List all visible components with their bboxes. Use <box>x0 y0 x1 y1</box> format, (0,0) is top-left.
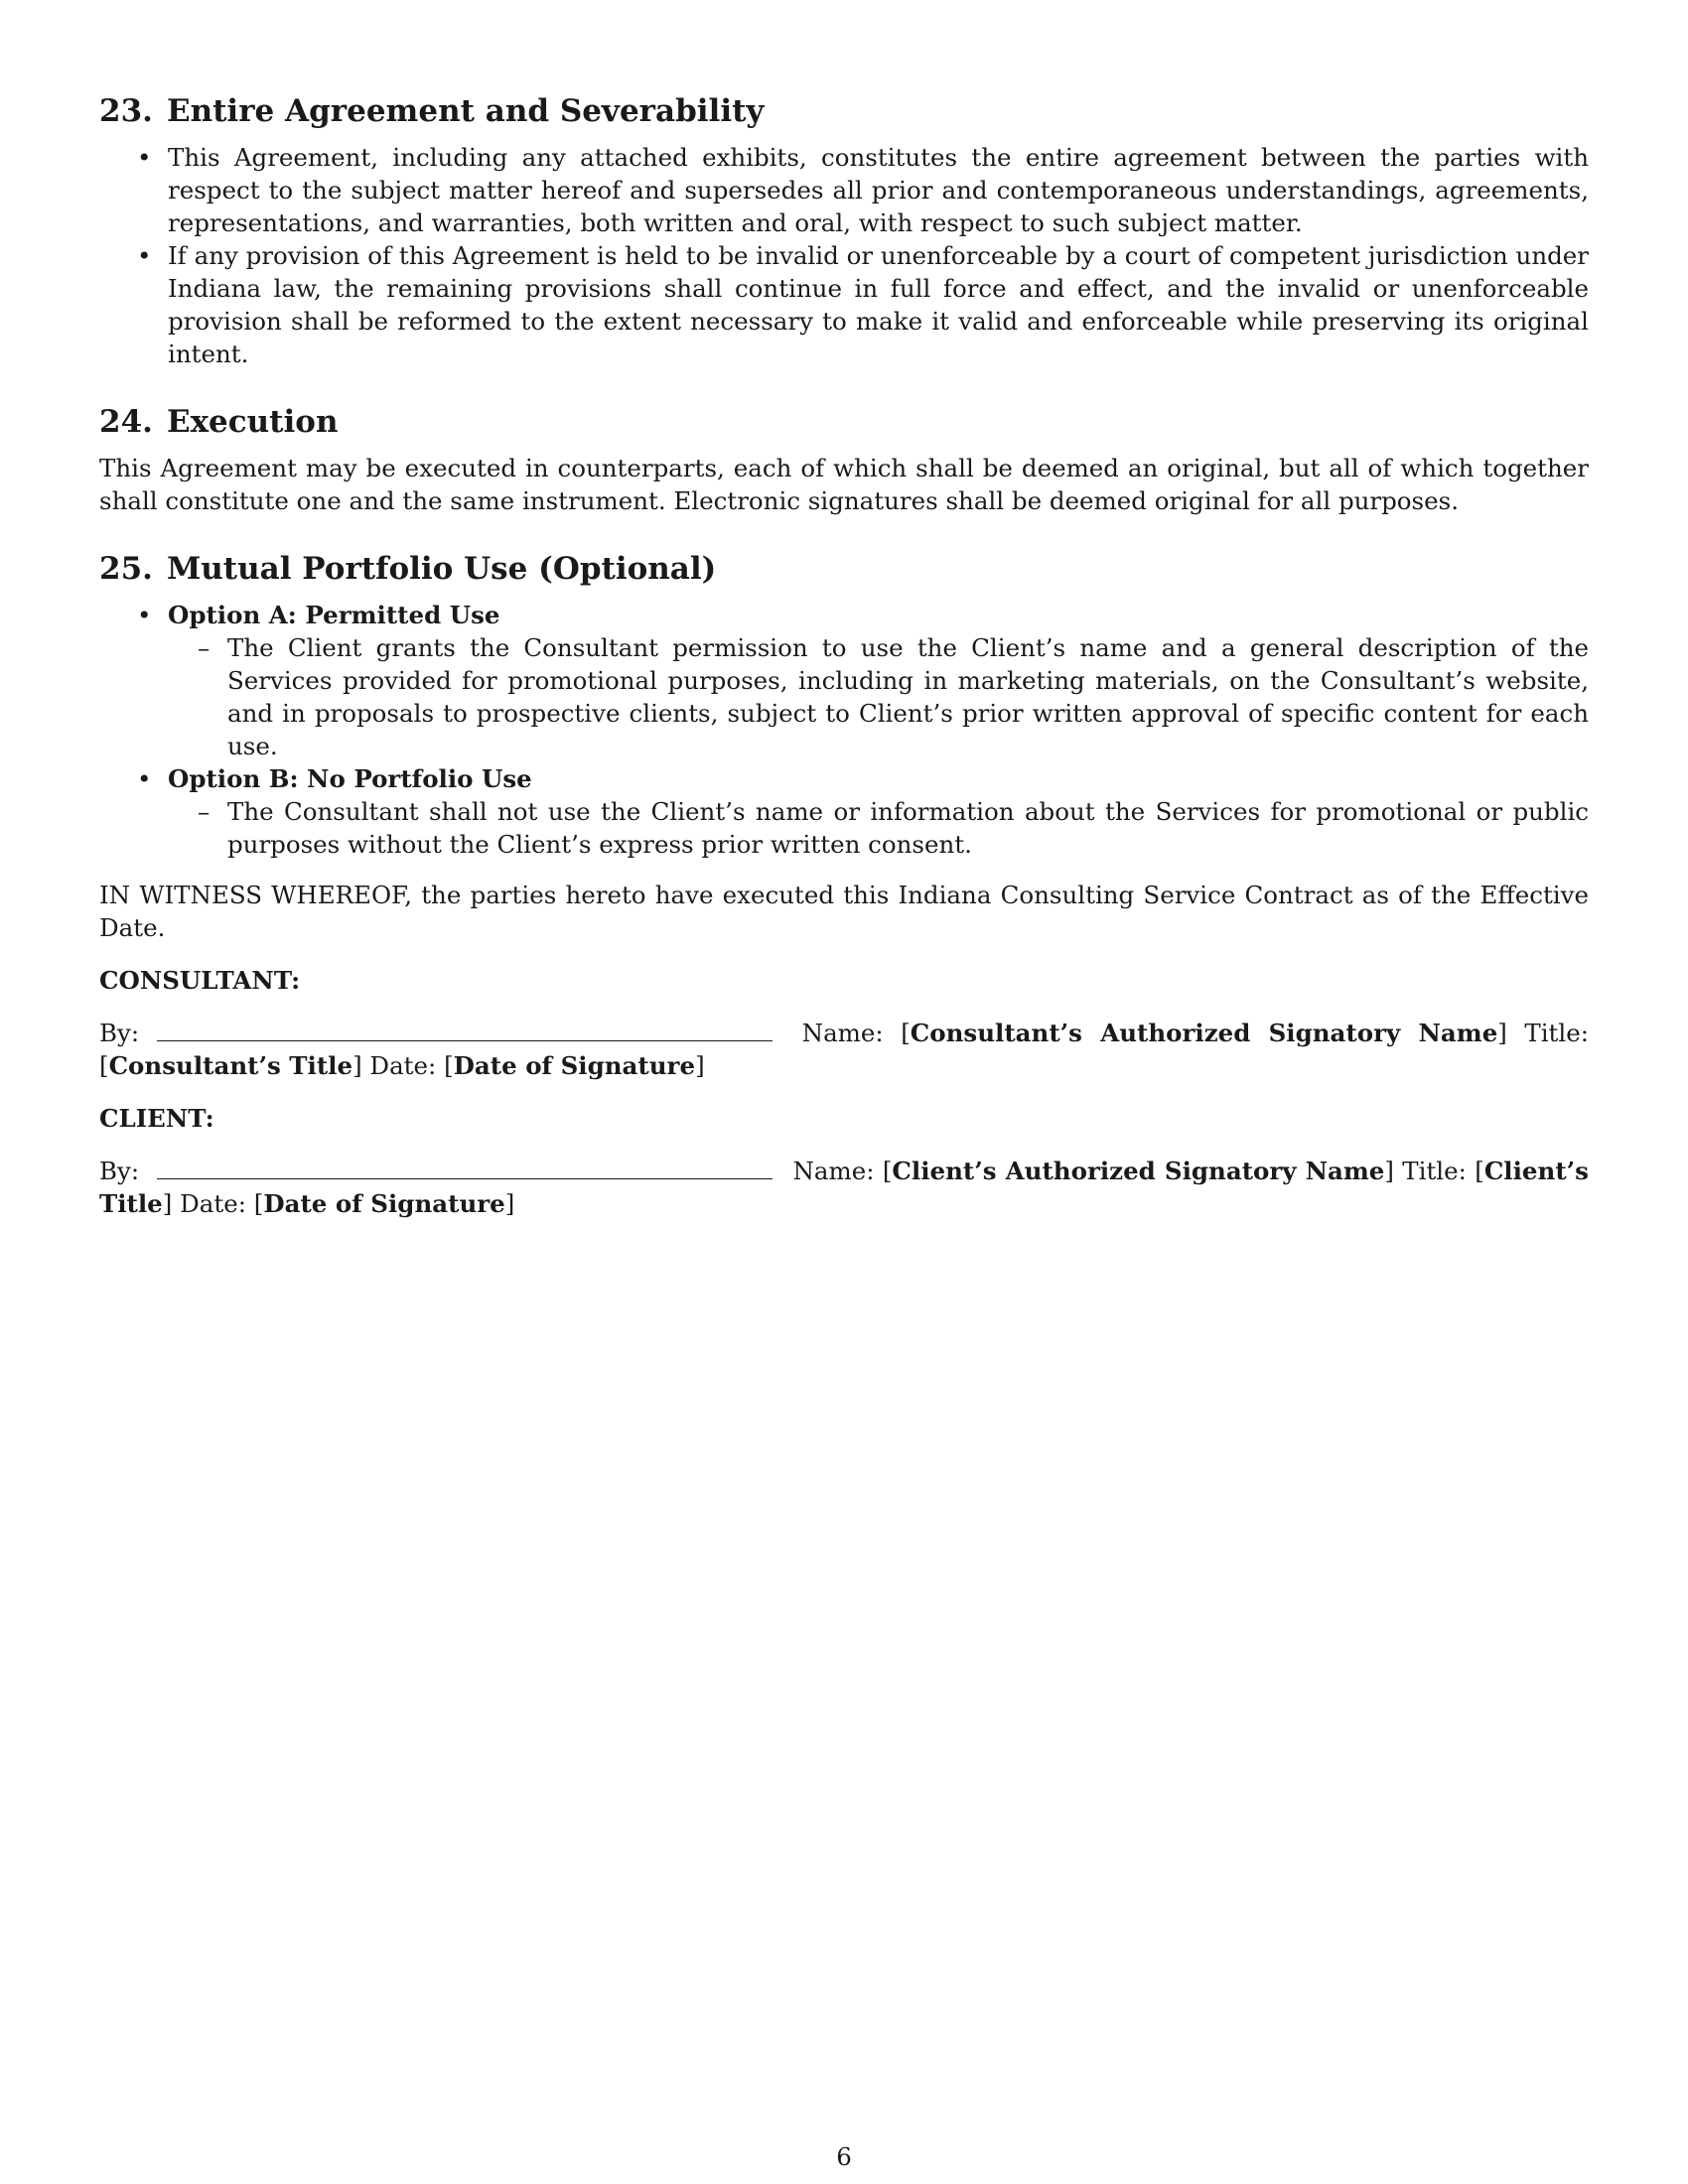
date-label: Date: <box>180 1189 246 1218</box>
client-signature-line[interactable] <box>157 1153 773 1179</box>
option-a-sublist <box>168 631 1589 762</box>
section-title: Execution <box>166 404 339 440</box>
client-label: CLIENT: <box>99 1104 214 1133</box>
bullet-item: • If any provision of this Agreement is held to be invalid or unenforceable by a court of competent jurisdiction under Indiana law, the remaining provisions shall continue in full force and effect, and the invalid or unenforceable provision shall be reformed to the extent necessary to make it valid and enforceable while preserving its original intent. <box>99 239 1589 370</box>
section-heading <box>99 402 1589 442</box>
title-label: Title: <box>1402 1157 1467 1185</box>
section-title: Mutual Portfolio Use (Optional) <box>166 551 717 587</box>
document-page <box>99 91 1589 1220</box>
option-a-item <box>99 599 1589 762</box>
consultant-name-value: Consultant’s Authorized Signatory Name <box>910 1019 1498 1047</box>
client-title-value: Client’s Title <box>99 1157 1589 1218</box>
consultant-signature-line[interactable] <box>157 1015 773 1041</box>
section-title: Entire Agreement and Severability <box>166 93 765 129</box>
client-signature-block: By: Name: [Client’s Authorized Signatory Name] Title: [Client’s Title] Date: [Date of Signature] <box>99 1153 1589 1220</box>
bullet-list <box>99 141 1589 370</box>
name-label: Name: <box>792 1157 875 1185</box>
section-24 <box>99 402 1589 517</box>
section-25 <box>99 549 1589 861</box>
witness-clause: IN WITNESS WHEREOF, the parties hereto have executed this Indiana Consulting Service Contract as of the Effective Date. <box>99 881 1589 942</box>
consultant-title-value: Consultant’s Title <box>108 1051 353 1080</box>
section-number: 23. <box>99 93 153 129</box>
section-heading <box>99 91 1589 131</box>
client-date-value: Date of Signature <box>263 1189 505 1218</box>
option-a-text: – The Client grants the Consultant permission to use the Client’s name and a general description of the Services provided for promotional purposes, including in marketing materials, on the Consultant’s website, and in proposals to prospective clients, subject to Client’s prior written approval of specific content for each use. <box>168 631 1589 762</box>
consultant-label: CONSULTANT: <box>99 966 301 995</box>
name-label: Name: <box>801 1019 884 1047</box>
option-b-sublist <box>168 795 1589 861</box>
bullet-item: • This Agreement, including any attached exhibits, constitutes the entire agreement between the parties with respect to the subject matter hereof and supersedes all prior and contemporaneous understandings, agreements, representations, and warranties, both written and oral, with respect to such subject matter. <box>99 141 1589 239</box>
option-a-label: Option A: Permitted Use <box>168 601 500 629</box>
consultant-signature-block: By: Name: [Consultant’s Authorized Signatory Name] Title: [Consultant’s Title] Date: [Date of Signature] <box>99 1015 1589 1082</box>
date-label: Date: <box>369 1051 437 1080</box>
section-number: 24. <box>99 404 153 440</box>
section-heading <box>99 549 1589 589</box>
option-list <box>99 599 1589 861</box>
option-b-text: – The Consultant shall not use the Client’s name or information about the Services for promotional or public purposes without the Client’s express prior written consent. <box>168 795 1589 861</box>
option-b-label: Option B: No Portfolio Use <box>168 764 532 793</box>
page-number: 6 <box>836 2142 852 2171</box>
option-b-item <box>99 762 1589 861</box>
section-body: This Agreement may be executed in counterparts, each of which shall be deemed an original, but all of which together shall constitute one and the same instrument. Electronic signatures shall be deemed original for all purposes. <box>99 454 1589 515</box>
by-label: By: <box>99 1019 140 1047</box>
consultant-date-value: Date of Signature <box>453 1051 696 1080</box>
title-label: Title: <box>1524 1019 1589 1047</box>
by-label: By: <box>99 1157 140 1185</box>
section-number: 25. <box>99 551 153 587</box>
client-name-value: Client’s Authorized Signatory Name <box>892 1157 1385 1185</box>
section-23 <box>99 91 1589 370</box>
